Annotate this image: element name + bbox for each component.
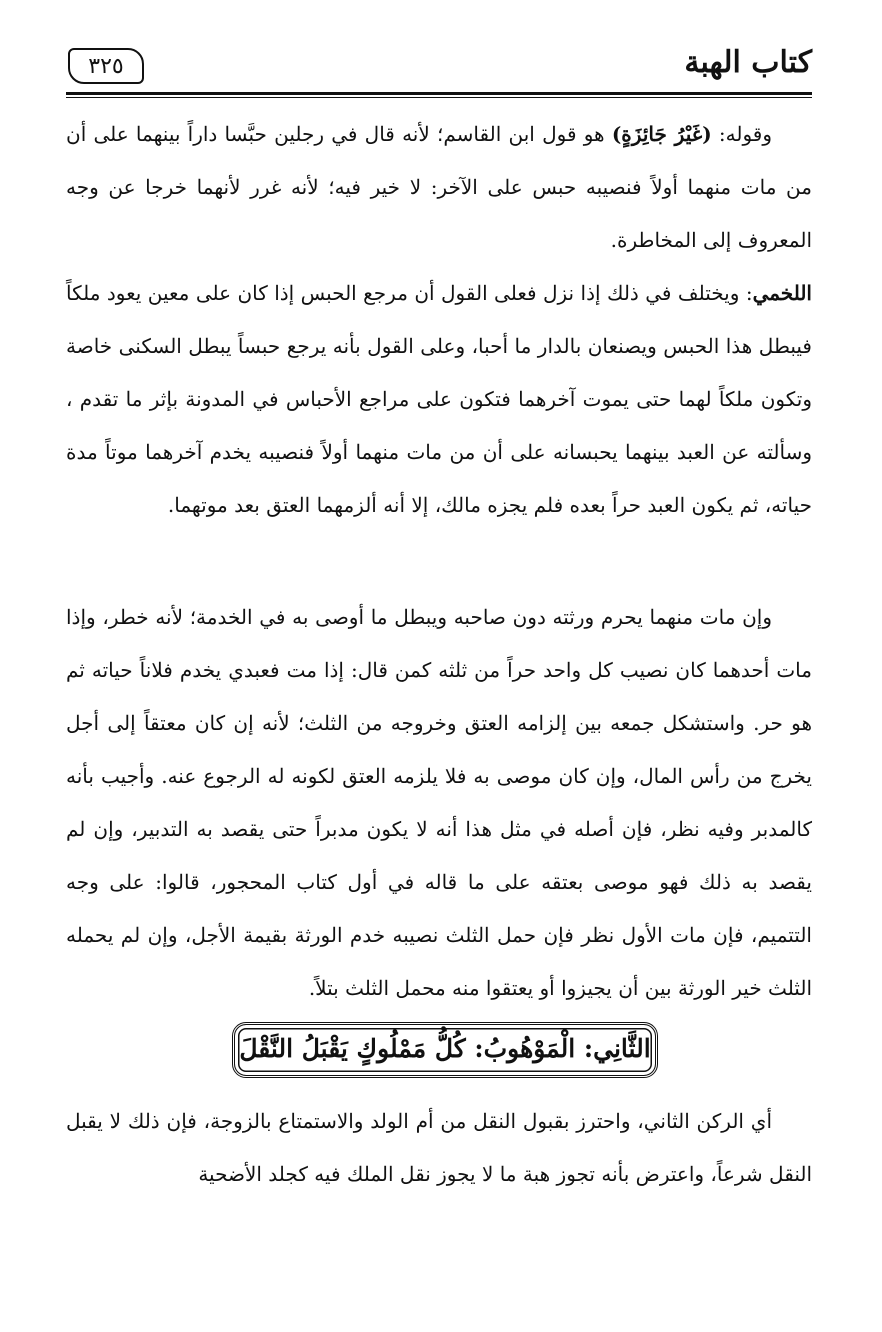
paragraph-1 <box>66 108 812 267</box>
paragraph-4 <box>66 1095 812 1201</box>
paragraph-2 <box>66 267 812 532</box>
paragraph-3-text: وإن مات منهما يحرم ورثته دون صاحبه ويبطل ما أوصى به في الخدمة؛ لأنه خطر، وإذا مات أحدهما كان نصيب كل واحد حراً من ثلثه كمن قال: إذا مت فعبدي يخدم فلاناً حياته ثم هو حر. واستشكل جمعه بين إلزامه العتق وخروجه من الثلث؛ لأنه إن كان معتقاً إلى أجل يخرج من رأس المال، وإن كان موصى به فلا يلزمه العتق لكونه له الرجوع عنه. وأجيب بأنه كالمدبر وفيه نظر، فإن أصله في مثل هذا أنه لا يكون مدبراً حتى يقصد به التدبير، وإن لم يقصد به ذلك فهو موصى بعتقه على ما قاله في أول كتاب المحجور، قالوا: على وجه التتميم، فإن مات الأول نظر فإن حمل الثلث نصيبه خدم الورثة بقيمة الأجل، وإن لم يحمله الثلث خير الورثة بين أن يجيزوا أو يعتقوا منه محمل الثلث بتلاً. <box>66 605 812 1000</box>
section-heading: الثَّانِي: الْمَوْهُوبُ: كُلُّ مَمْلُوكٍ يَقْبَلُ النَّقْلَ <box>239 1034 651 1063</box>
page-number-box <box>68 48 144 84</box>
header-rule-thin <box>66 97 812 98</box>
paragraph-1-text: هو قول ابن القاسم؛ لأنه قال في رجلين حبَّسا داراً بينهما على أن من مات منهما أولاً فنصيبه حبس على الآخر: لا خير فيه؛ لأنه غرر لأنهما خرجا عن وجه المعروف إلى المخاطرة. <box>66 122 812 252</box>
section-heading-box <box>232 1022 658 1078</box>
page-header <box>66 42 812 92</box>
paragraph-1-lead: وقوله: <box>711 122 772 146</box>
paragraph-2-text: : ويختلف في ذلك إذا نزل فعلى القول أن مرجع الحبس إذا كان على معين يعود ملكاً فيبطل هذا الحبس ويصنعان بالدار ما أحبا، وعلى القول بأنه يرجع حبساً يبطل السكنى خاصة وتكون ملكاً لهما حتى يموت آخرهما فتكون على مراجع الأحباس في المدونة بإثر ما تقدم ، وسألته عن العبد بينهما يحبسانه على أن من مات منهما أولاً فنصيبه يخدم آخرهما موتاً مدة حياته، ثم يكون العبد حراً بعده فلم يجزه مالك، إلا أنه ألزمهما العتق بعد موتهما. <box>66 281 812 517</box>
author-keyword: اللخمي <box>752 281 812 305</box>
header-rule <box>66 92 812 95</box>
book-title: كتاب الهبة <box>684 45 812 80</box>
paragraph-4-text: أي الركن الثاني، واحترز بقبول النقل من أم الولد والاستمتاع بالزوجة، فإن ذلك لا يقبل النقل شرعاً، واعترض بأنه تجوز هبة ما لا يجوز نقل الملك فيه كجلد الأضحية <box>66 1109 812 1186</box>
page-number: ٣٢٥ <box>88 54 124 79</box>
quoted-phrase: (غَيْرُ جَائِزَةٍ) <box>611 122 712 146</box>
paragraph-3 <box>66 591 812 1015</box>
